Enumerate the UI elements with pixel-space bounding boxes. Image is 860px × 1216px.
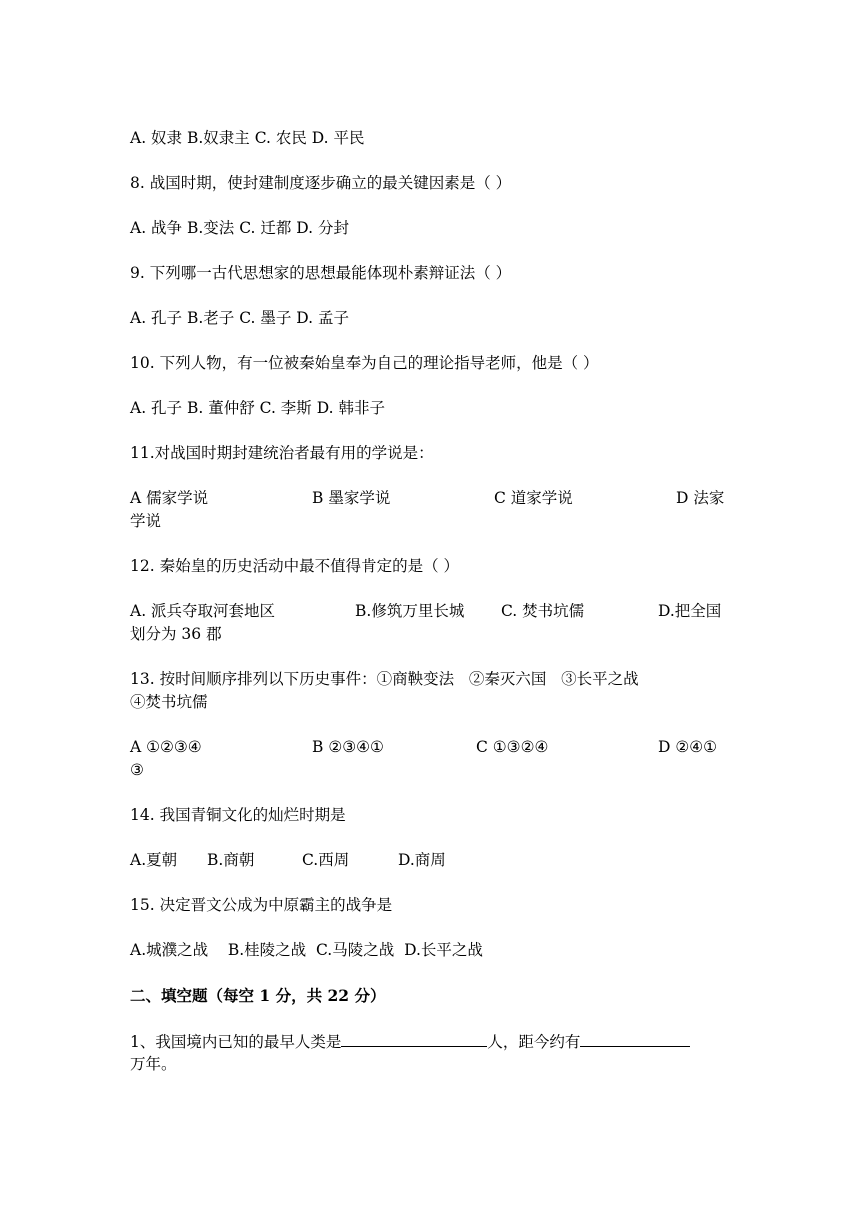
option-a: A 儒家学说 bbox=[130, 489, 209, 507]
question-10: 10. 下列人物，有一位被秦始皇奉为自己的理论指导老师，他是（ ） bbox=[130, 354, 599, 372]
section-title: 二、填空题（每空 1 分，共 22 分） bbox=[130, 986, 386, 1005]
question-13-wrap: ④焚书坑儒 bbox=[130, 693, 208, 711]
fill-blank-1-wrap: 万年。 bbox=[130, 1055, 177, 1073]
question-12: 12. 秦始皇的历史活动中最不值得肯定的是（ ） bbox=[130, 557, 460, 575]
question-8: 8. 战国时期，使封建制度逐步确立的最关键因素是（ ） bbox=[130, 174, 512, 192]
option-b: B.商朝 bbox=[207, 851, 255, 869]
option-c: C.西周 bbox=[302, 851, 350, 869]
option-b: B ②③④① bbox=[312, 738, 384, 756]
question-9-options: A. 孔子 B.老子 C. 墨子 D. 孟子 bbox=[130, 309, 350, 327]
option-a: A ①②③④ bbox=[130, 738, 202, 756]
fill-1-prefix: 1、我国境内已知的最早人类是 bbox=[130, 1033, 342, 1051]
option-b: B.修筑万里长城 bbox=[355, 602, 465, 620]
question-11: 11.对战国时期封建统治者最有用的学说是： bbox=[130, 444, 434, 462]
option-a: A.夏朝 bbox=[130, 851, 178, 869]
question-7-options: A. 奴隶 B.奴隶主 C. 农民 D. 平民 bbox=[130, 129, 365, 147]
option-c: C 道家学说 bbox=[494, 489, 573, 507]
question-14: 14. 我国青铜文化的灿烂时期是 bbox=[130, 806, 346, 824]
answer-blank[interactable] bbox=[341, 1030, 487, 1047]
question-11-options-wrap: 学说 bbox=[130, 512, 162, 530]
option-c: C ①③②④ bbox=[476, 738, 549, 756]
question-8-options: A. 战争 B.变法 C. 迁都 D. 分封 bbox=[130, 219, 350, 237]
option-b: B 墨家学说 bbox=[312, 489, 391, 507]
question-12-options bbox=[130, 600, 728, 622]
question-11-options bbox=[130, 487, 728, 509]
question-10-options: A. 孔子 B. 董仲舒 C. 李斯 D. 韩非子 bbox=[130, 399, 385, 417]
fill-blank-1 bbox=[130, 1030, 690, 1053]
option-c: C. 焚书坑儒 bbox=[501, 602, 585, 620]
question-15: 15. 决定晋文公成为中原霸主的战争是 bbox=[130, 896, 393, 914]
question-14-options bbox=[130, 849, 728, 871]
option-a: A. 派兵夺取河套地区 bbox=[130, 602, 276, 620]
question-15-options: A.城濮之战 B.桂陵之战 C.马陵之战 D.长平之战 bbox=[130, 941, 483, 959]
option-d: D.把全国 bbox=[658, 602, 722, 620]
question-13-options-wrap: ③ bbox=[130, 761, 144, 779]
option-d: D ②④① bbox=[658, 738, 718, 756]
question-13-options bbox=[130, 736, 728, 758]
question-12-options-wrap: 划分为 36 郡 bbox=[130, 625, 222, 643]
fill-1-mid: 人，距今约有 bbox=[487, 1033, 581, 1051]
option-d: D 法家 bbox=[676, 489, 725, 507]
question-9: 9. 下列哪一古代思想家的思想最能体现朴素辩证法（ ） bbox=[130, 264, 512, 282]
option-d: D.商周 bbox=[398, 851, 446, 869]
question-13: 13. 按时间顺序排列以下历史事件：①商鞅变法 ②秦灭六国 ③长平之战 bbox=[130, 670, 639, 688]
answer-blank[interactable] bbox=[580, 1030, 690, 1047]
